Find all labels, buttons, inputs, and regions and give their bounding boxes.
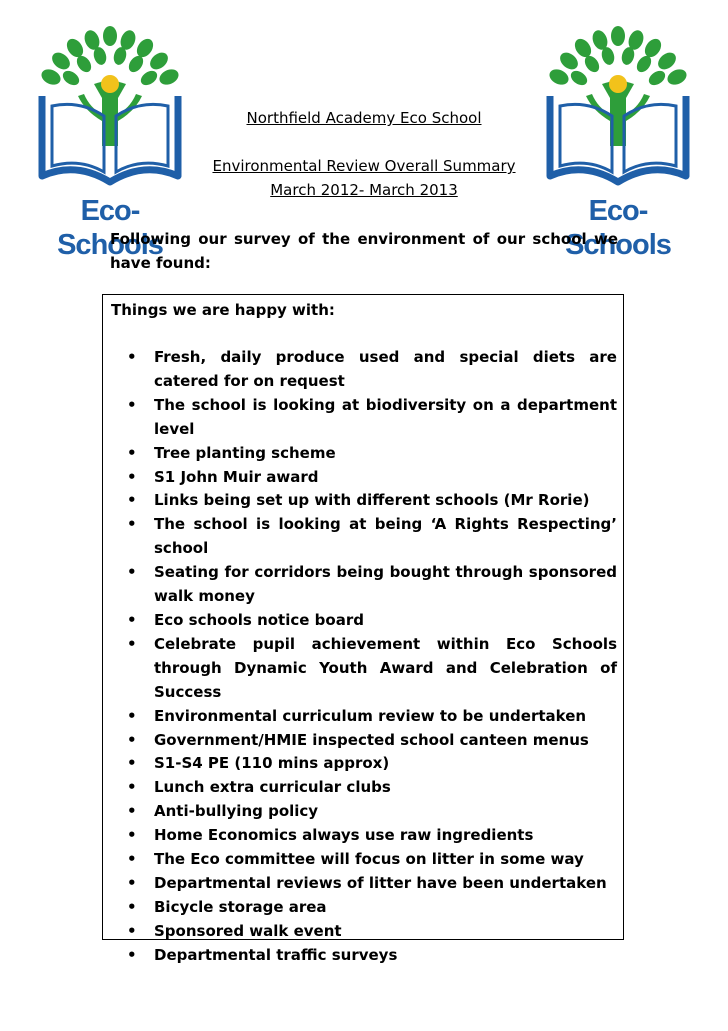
list-item: • Lunch extra curricular clubs xyxy=(103,776,617,800)
list-item: • Seating for corridors being bought through sponsored walk money xyxy=(103,561,617,609)
list-item: • Sponsored walk event xyxy=(103,920,617,944)
list-item: • The school is looking at being ‘A Rights Respecting’ school xyxy=(103,513,617,561)
intro-paragraph: Following our survey of the environment of our school we have found: xyxy=(110,230,618,272)
list-item: • Tree planting scheme xyxy=(103,442,617,466)
list-item: • Bicycle storage area xyxy=(103,896,617,920)
page-title: Northfield Academy Eco School xyxy=(246,109,482,127)
list-item: • S1-S4 PE (110 mins approx) xyxy=(103,752,617,776)
list-item: • The school is looking at biodiversity on a department level xyxy=(103,394,617,442)
list-item: • Home Economics always use raw ingredients xyxy=(103,824,617,848)
list-item: • S1 John Muir award xyxy=(103,466,617,490)
list-item: • Eco schools notice board xyxy=(103,609,617,633)
list-item: • Anti-bullying policy xyxy=(103,800,617,824)
page-subtitle: Environmental Review Overall Summary xyxy=(212,157,516,175)
list-item: • The Eco committee will focus on litter in some way xyxy=(103,848,617,872)
logo-text: Eco-Schools xyxy=(57,195,163,261)
review-period: March 2012- March 2013 xyxy=(270,181,458,199)
list-item: • Celebrate pupil achievement within Eco Schools through Dynamic Youth Award and Celebration of Success xyxy=(103,633,617,705)
happy-list xyxy=(103,346,617,968)
list-item: • Links being set up with different schools (Mr Rorie) xyxy=(103,489,617,513)
list-item: • Departmental traffic surveys xyxy=(103,944,617,968)
logo-text: Eco-Schools xyxy=(565,195,671,261)
list-item: • Departmental reviews of litter have been undertaken xyxy=(103,872,617,896)
list-item: • Fresh, daily produce used and special diets are catered for on request xyxy=(103,346,617,394)
happy-with-box xyxy=(102,294,624,964)
list-item: • Environmental curriculum review to be undertaken xyxy=(103,705,617,729)
list-item: • Government/HMIE inspected school canteen menus xyxy=(103,729,617,753)
box-heading: Things we are happy with: xyxy=(111,301,335,319)
